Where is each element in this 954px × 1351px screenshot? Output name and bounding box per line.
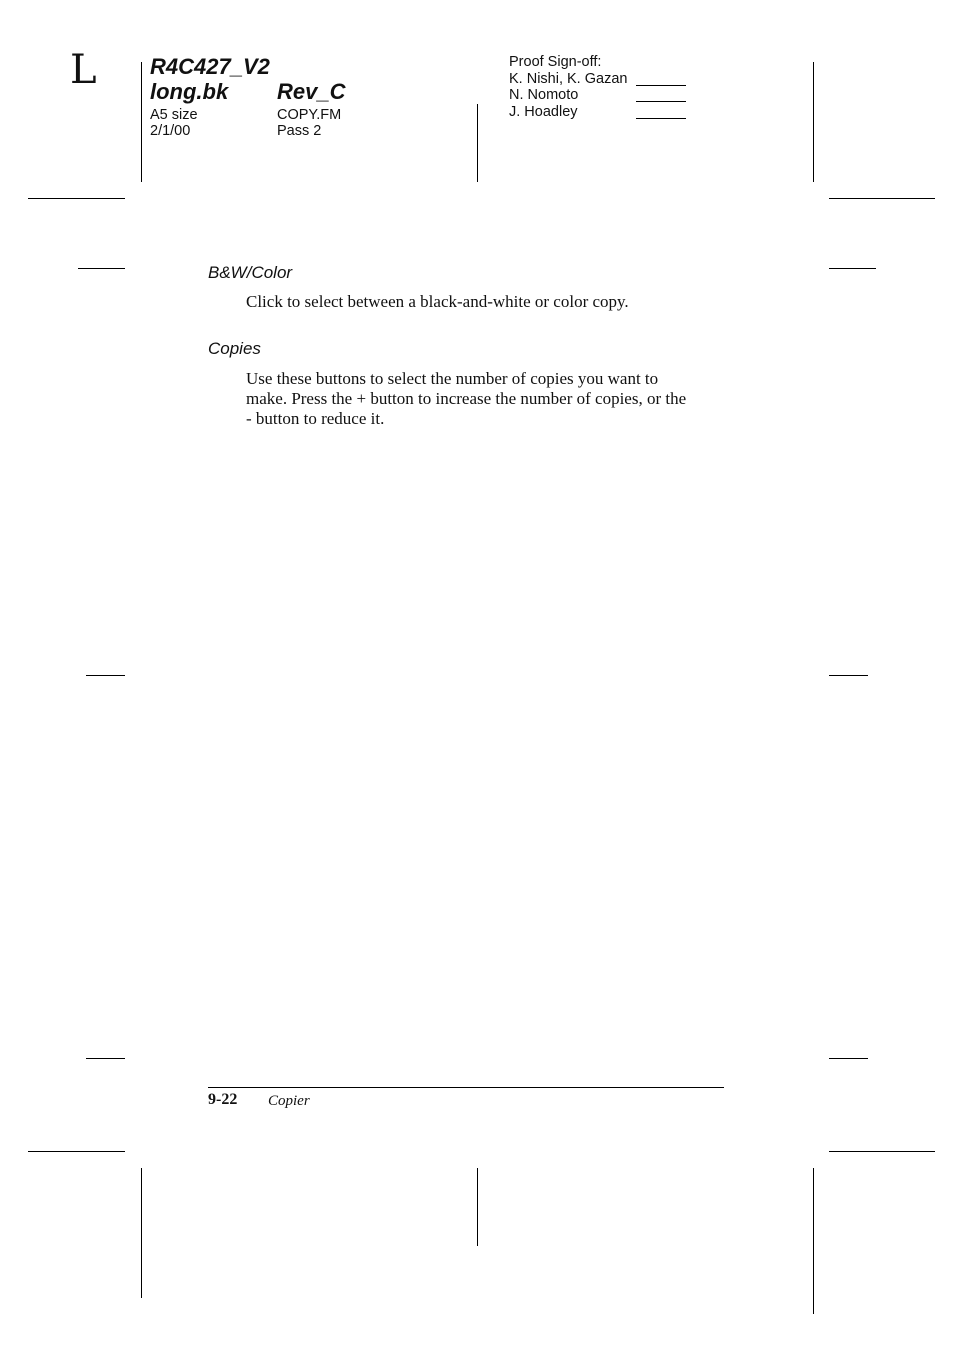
section-heading-copies: Copies: [208, 339, 261, 358]
signoff-name: N. Nomoto: [509, 87, 579, 103]
page-side-mark: L: [70, 47, 97, 93]
crop-mark: [829, 675, 868, 676]
file-name: COPY.FM: [277, 107, 342, 123]
signoff-line: [636, 85, 686, 86]
job-code: R4C427_V2: [150, 54, 270, 79]
crop-mark: [829, 198, 935, 199]
crop-mark: [86, 675, 125, 676]
crop-mark: [829, 268, 876, 269]
signoff-title: Proof Sign-off:: [509, 54, 602, 70]
chapter-title: Copier: [268, 1093, 310, 1109]
signoff-name: K. Nishi, K. Gazan: [509, 71, 628, 87]
paper-size: A5 size: [150, 107, 198, 123]
crop-mark: [477, 104, 478, 182]
crop-mark: [141, 1168, 142, 1298]
crop-mark: [141, 62, 142, 182]
crop-mark: [813, 62, 814, 182]
crop-mark: [28, 198, 125, 199]
revision: Rev_C: [277, 79, 346, 104]
section-body-bw-color: [246, 292, 726, 312]
book-file: long.bk: [150, 79, 229, 104]
section-heading-bw-color: B&W/Color: [208, 263, 293, 282]
body-line: - button to reduce it.: [246, 409, 385, 428]
footer-rule: [208, 1087, 724, 1088]
crop-mark: [78, 268, 125, 269]
crop-mark: [477, 1168, 478, 1246]
body-line: Use these buttons to select the number of copies you want to: [246, 369, 659, 388]
signoff-name: J. Hoadley: [509, 104, 578, 120]
section-body-copies: [246, 369, 726, 429]
signoff-line: [636, 101, 686, 102]
crop-mark: [86, 1058, 125, 1059]
crop-mark: [829, 1058, 868, 1059]
body-line: Click to select between a black-and-white or color copy.: [246, 292, 629, 311]
crop-mark: [28, 1151, 125, 1152]
pass-number: Pass 2: [277, 123, 322, 139]
print-date: 2/1/00: [150, 123, 191, 139]
page-number: 9-22: [208, 1091, 238, 1108]
signoff-line: [636, 118, 686, 119]
body-line: make. Press the + button to increase the number of copies, or the: [246, 389, 687, 408]
crop-mark: [813, 1168, 814, 1314]
crop-mark: [829, 1151, 935, 1152]
